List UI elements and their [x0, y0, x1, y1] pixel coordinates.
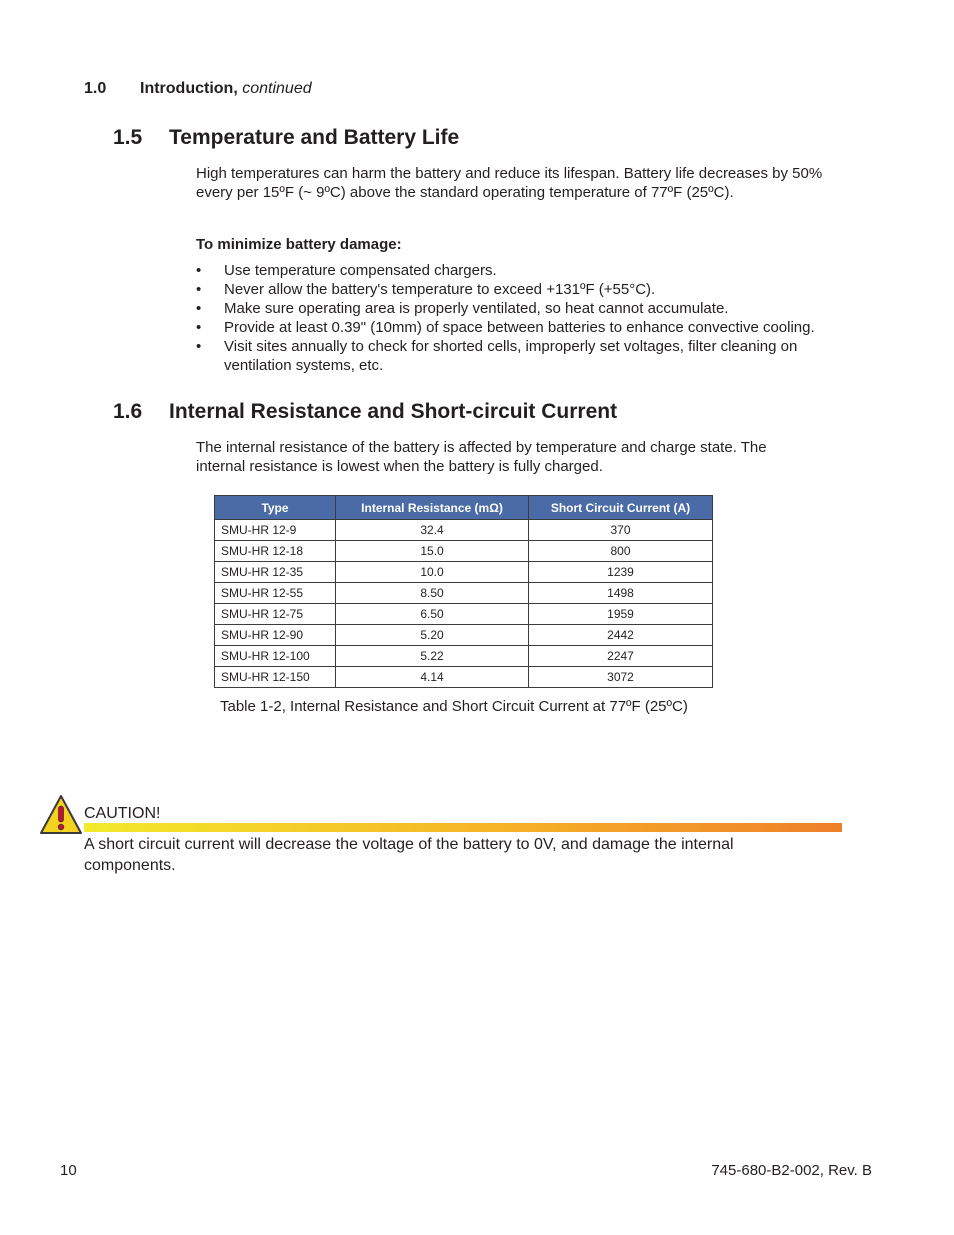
running-head-title: Introduction, — [140, 80, 238, 97]
section-1-5-heading — [113, 126, 459, 150]
damage-bullet-list — [196, 261, 846, 375]
list-item: • Make sure operating area is properly ventilated, so heat cannot accumulate. — [196, 299, 846, 318]
caution-divider — [84, 823, 842, 832]
running-head — [84, 80, 312, 98]
cell-type: SMU-HR 12-9 — [215, 520, 336, 541]
table-row — [215, 583, 713, 604]
cell-type: SMU-HR 12-150 — [215, 667, 336, 688]
cell-resistance: 8.50 — [336, 583, 529, 604]
cell-type: SMU-HR 12-35 — [215, 562, 336, 583]
table-row — [215, 520, 713, 541]
section-number: 1.5 — [113, 126, 143, 149]
list-item: • Never allow the battery's temperature to exceed +131ºF (+55°C). — [196, 280, 846, 299]
page-number: 10 — [60, 1162, 77, 1179]
cell-current: 2442 — [529, 625, 713, 646]
document-id: 745-680-B2-002, Rev. B — [711, 1162, 872, 1179]
running-head-continued: continued — [242, 80, 312, 97]
section-1-6-paragraph: The internal resistance of the battery is affected by temperature and charge state. The internal resistance is lowest when the battery is fully charged. — [196, 439, 767, 475]
cell-resistance: 4.14 — [336, 667, 529, 688]
caution-text: A short circuit current will decrease the voltage of the battery to 0V, and damage the internal components. — [84, 836, 734, 874]
table-row — [215, 604, 713, 625]
section-1-6-heading — [113, 400, 617, 424]
cell-type: SMU-HR 12-55 — [215, 583, 336, 604]
section-title: Temperature and Battery Life — [169, 126, 460, 149]
section-number: 1.6 — [113, 400, 143, 423]
table-row — [215, 541, 713, 562]
cell-type: SMU-HR 12-18 — [215, 541, 336, 562]
cell-resistance: 6.50 — [336, 604, 529, 625]
table-caption: Table 1-2, Internal Resistance and Short Circuit Current at 77ºF (25ºC) — [220, 698, 688, 715]
column-header-type: Type — [215, 496, 336, 520]
running-head-number: 1.0 — [84, 80, 107, 97]
cell-current: 800 — [529, 541, 713, 562]
section-1-5-paragraph: High temperatures can harm the battery and reduce its lifespan. Battery life decreases by 50% every per 15ºF (~ 9ºC) above the standard operating temperature of 77ºF (25ºC). — [196, 165, 823, 201]
list-item: • Provide at least 0.39" (10mm) of space between batteries to enhance convective cooling. — [196, 318, 846, 337]
cell-type: SMU-HR 12-90 — [215, 625, 336, 646]
cell-resistance: 10.0 — [336, 562, 529, 583]
section-title: Internal Resistance and Short-circuit Current — [169, 400, 618, 423]
table-row — [215, 667, 713, 688]
table-row — [215, 646, 713, 667]
cell-resistance: 32.4 — [336, 520, 529, 541]
cell-current: 1239 — [529, 562, 713, 583]
column-header-current: Short Circuit Current (A) — [529, 496, 713, 520]
caution-label: CAUTION! — [84, 805, 161, 822]
cell-current: 1498 — [529, 583, 713, 604]
list-item: • Use temperature compensated chargers. — [196, 261, 846, 280]
cell-resistance: 5.22 — [336, 646, 529, 667]
table-row — [215, 625, 713, 646]
warning-icon — [39, 794, 83, 836]
cell-type: SMU-HR 12-100 — [215, 646, 336, 667]
list-item: • Visit sites annually to check for shorted cells, improperly set voltages, filter cleaning on ventilation systems, etc. — [196, 337, 846, 375]
cell-current: 370 — [529, 520, 713, 541]
resistance-table — [214, 495, 713, 688]
cell-resistance: 15.0 — [336, 541, 529, 562]
column-header-resistance: Internal Resistance (mΩ) — [336, 496, 529, 520]
cell-current: 2247 — [529, 646, 713, 667]
table-row — [215, 562, 713, 583]
table-header-row — [215, 496, 713, 520]
cell-current: 1959 — [529, 604, 713, 625]
cell-current: 3072 — [529, 667, 713, 688]
cell-type: SMU-HR 12-75 — [215, 604, 336, 625]
cell-resistance: 5.20 — [336, 625, 529, 646]
minimize-damage-subheading: To minimize battery damage: — [196, 236, 402, 253]
